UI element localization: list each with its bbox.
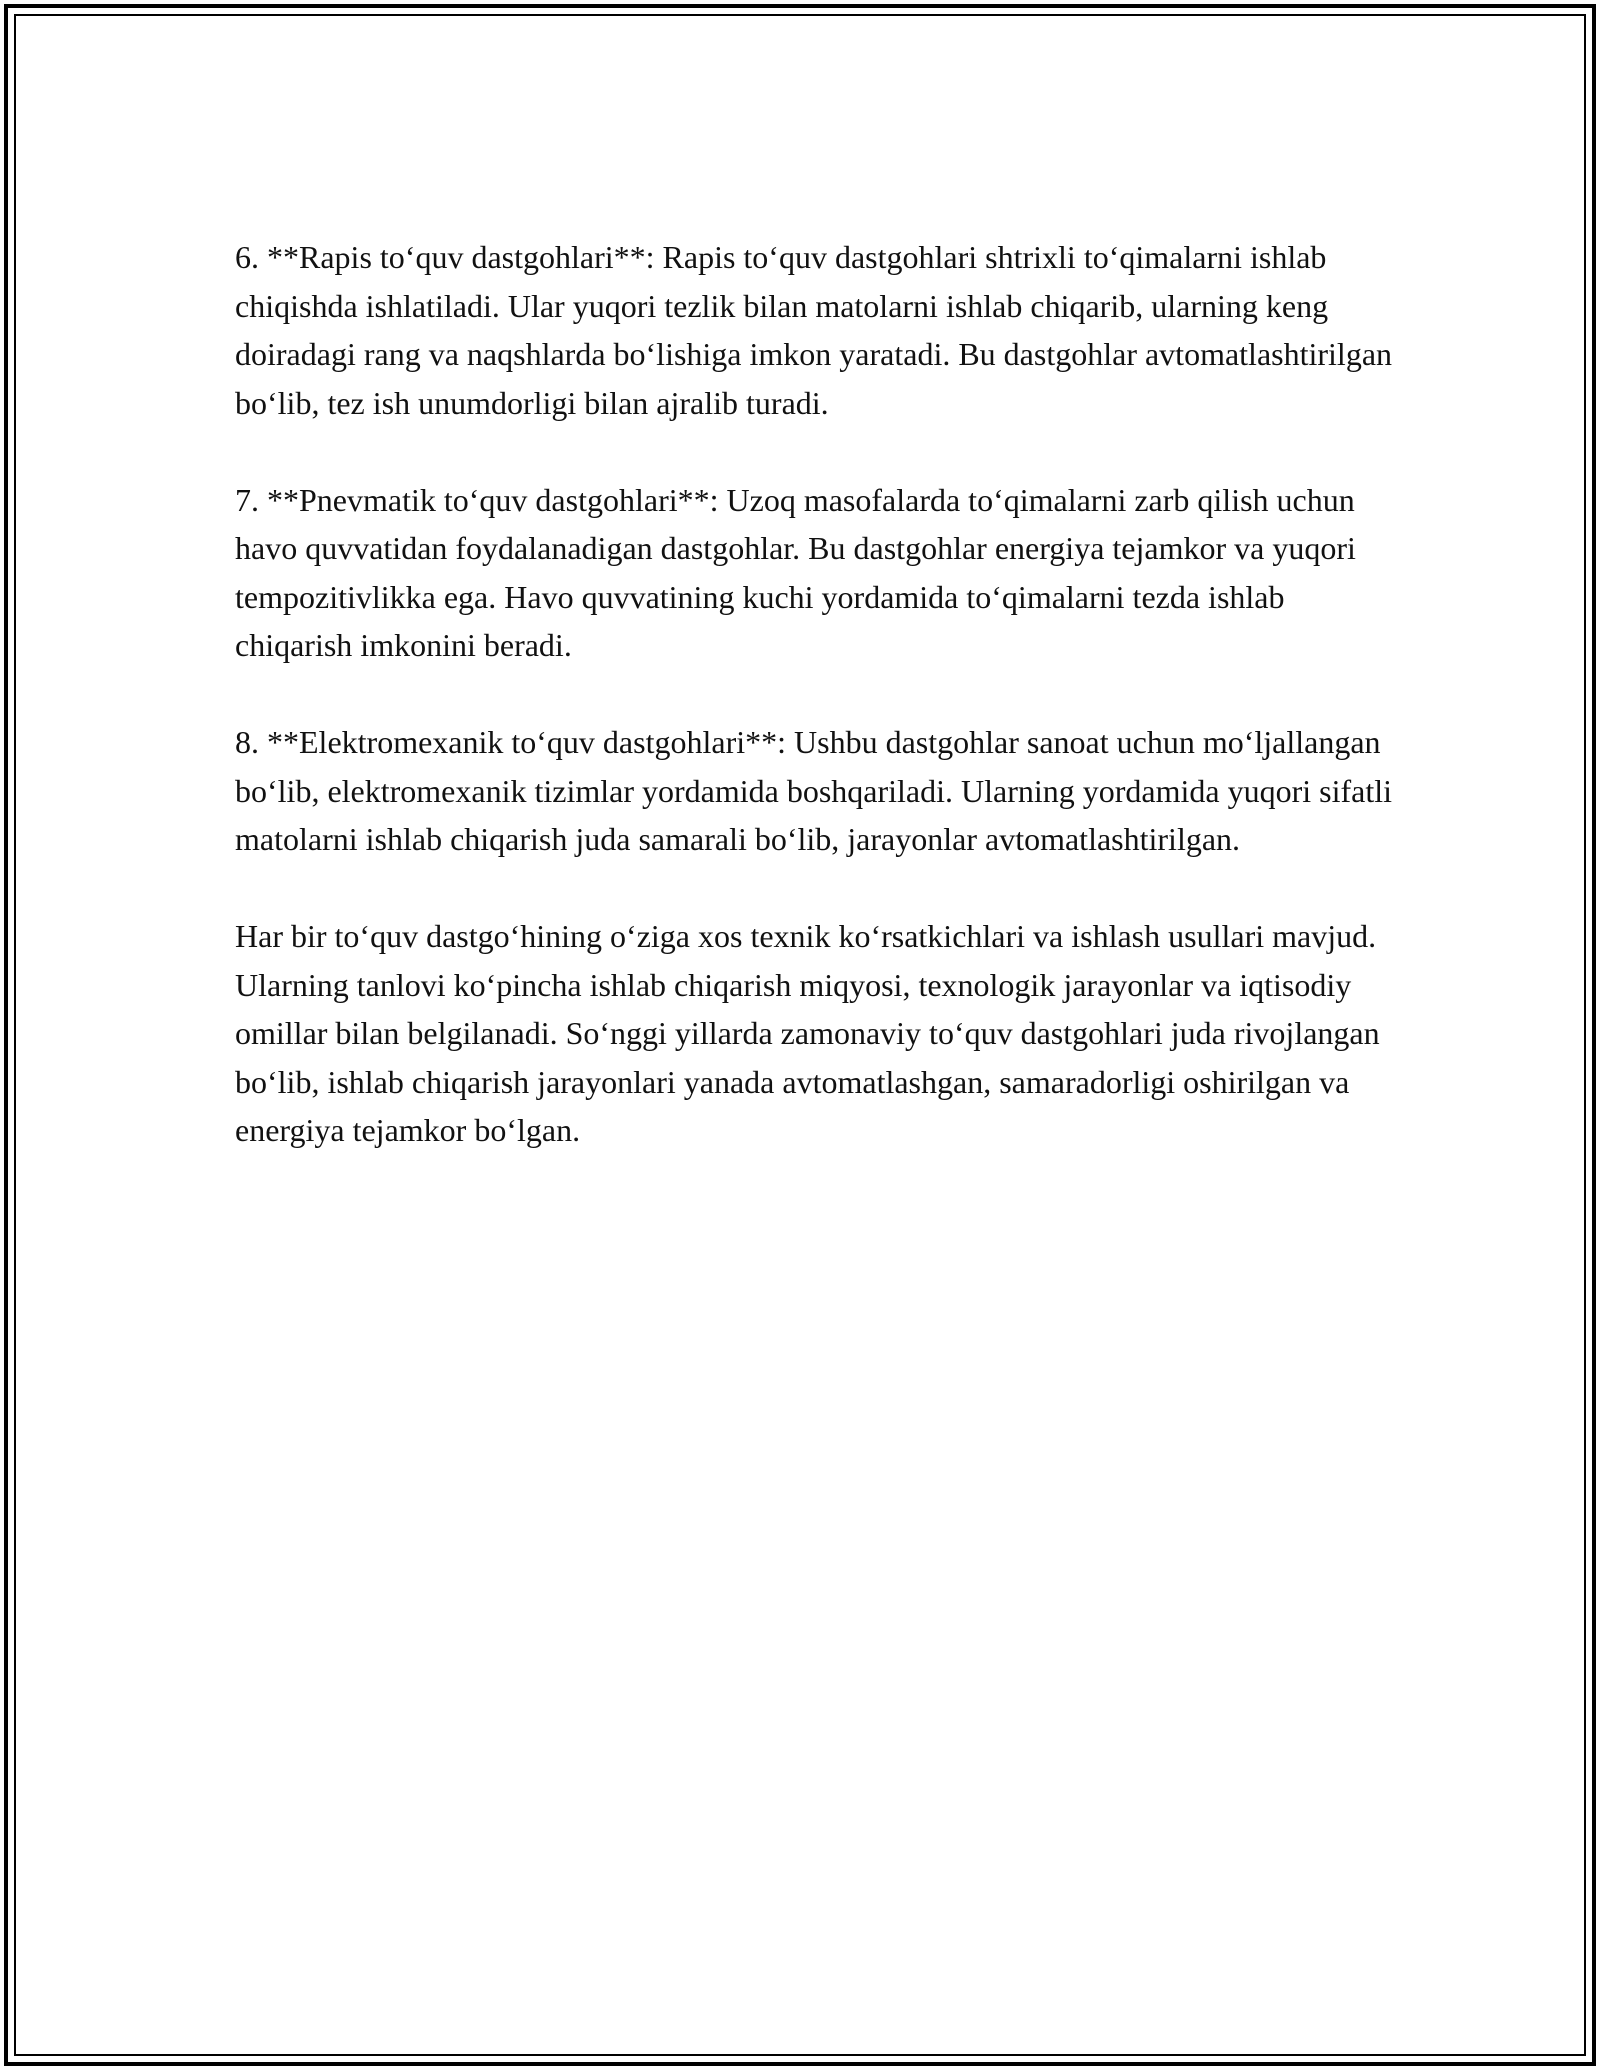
paragraph-summary: Har bir to‘quv dastgo‘hining o‘ziga xos texnik ko‘rsatkichlari va ishlash usullari mavjud. Ularning tanlovi ko‘pincha ishlab chiqarish miqyosi, texnologik jarayonlar va iqtisodiy omillar bilan belgilanadi. So‘nggi yillarda zamonaviy to‘quv dastgohlari juda rivojlangan bo‘lib, ishlab chiqarish jarayonlari yanada avtomatlashgan, samaradorligi oshirilgan va energiya tejamkor bo‘lgan.	[235, 918, 1380, 1148]
paragraph-electromechanical-looms: 8. **Elektromexanik to‘quv dastgohlari**: Ushbu dastgohlar sanoat uchun mo‘ljallangan bo‘lib, elektromexanik tizimlar yordamida boshqariladi. Ularning yordamida yuqori sifatli matolarni ishlab chiqarish juda samarali bo‘lib, jarayonlar avtomatlashtirilgan.	[235, 724, 1393, 857]
paragraph-pneumatic-looms: 7. **Pnevmatik to‘quv dastgohlari**: Uzoq masofalarda to‘qimalarni zarb qilish uchun havo quvvatidan foydalanadigan dastgohlar. Bu dastgohlar energiya tejamkor va yuqori tempozitivlikka ega. Havo quvvatining kuchi yordamida to‘qimalarni tezda ishlab chiqarish imkonini beradi.	[235, 481, 1356, 663]
document-body	[235, 233, 1395, 1203]
paragraph-rapis-looms: 6. **Rapis to‘quv dastgohlari**: Rapis to‘quv dastgohlari shtrixli to‘qimalarni ishlab chiqishda ishlatiladi. Ular yuqori tezlik bilan matolarni ishlab chiqarib, ularning keng doiradagi rang va naqshlarda bo‘lishiga imkon yaratadi. Bu dastgohlar avtomatlashtirilgan bo‘lib, tez ish unumdorligi bilan ajralib turadi.	[235, 239, 1393, 421]
